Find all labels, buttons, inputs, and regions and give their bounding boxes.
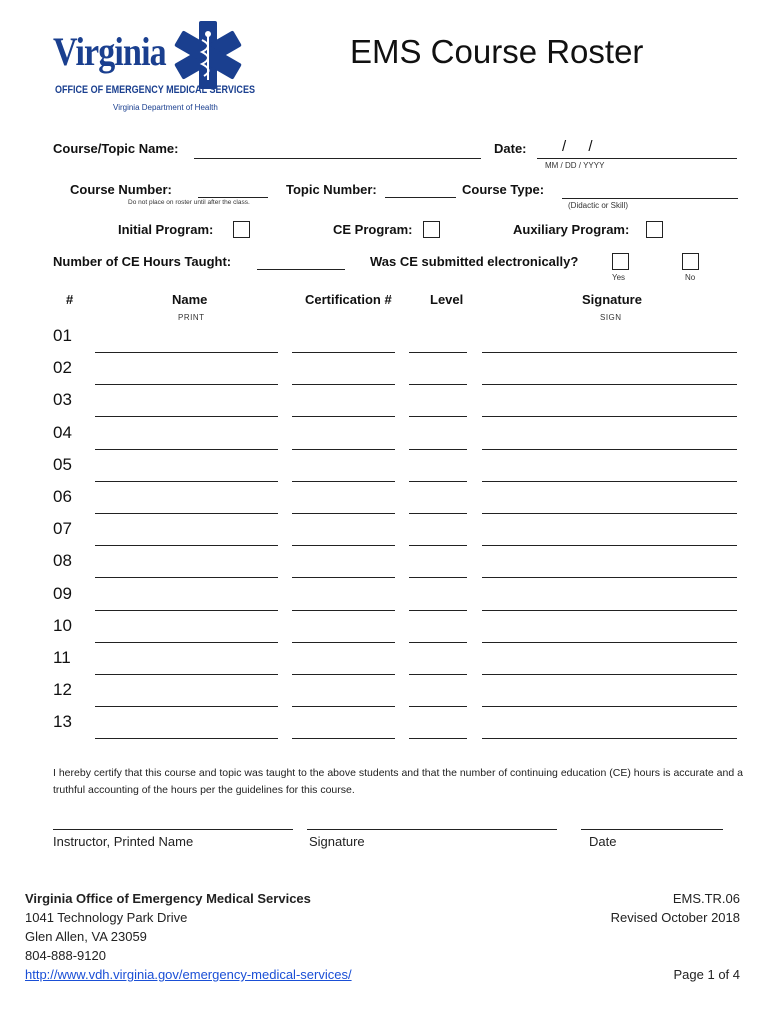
row-certification-field[interactable] <box>292 449 395 450</box>
row-level-field[interactable] <box>409 642 467 643</box>
row-name-field[interactable] <box>95 642 278 643</box>
row-name-field[interactable] <box>95 577 278 578</box>
row-name-field[interactable] <box>95 449 278 450</box>
row-certification-field[interactable] <box>292 674 395 675</box>
row-signature-field[interactable] <box>482 481 737 482</box>
row-name-field[interactable] <box>95 545 278 546</box>
footer-form-id: EMS.TR.06 <box>672 891 740 906</box>
course-type-label: Course Type: <box>462 182 545 197</box>
row-number: 05 <box>53 454 72 474</box>
star-of-life-icon <box>173 20 243 90</box>
row-certification-field[interactable] <box>292 642 395 643</box>
col-signature-sub: SIGN <box>600 313 622 322</box>
row-certification-field[interactable] <box>292 610 395 611</box>
course-type-note: (Didactic or Skill) <box>568 201 629 210</box>
row-level-field[interactable] <box>409 416 467 417</box>
row-name-field[interactable] <box>95 352 278 353</box>
row-level-field[interactable] <box>409 706 467 707</box>
footer-address2: Glen Allen, VA 23059 <box>25 929 147 944</box>
row-level-field[interactable] <box>409 610 467 611</box>
course-topic-name-label: Course/Topic Name: <box>53 141 179 156</box>
col-number-header: # <box>66 292 74 307</box>
row-level-field[interactable] <box>409 738 467 739</box>
logo-state-text: Virginia <box>53 29 166 74</box>
footer-org: Virginia Office of Emergency Medical Services <box>25 891 311 906</box>
row-certification-field[interactable] <box>292 545 395 546</box>
footer-revised: Revised October 2018 <box>610 910 740 925</box>
instructor-signature-field[interactable] <box>307 829 557 830</box>
initial-program-label: Initial Program: <box>118 222 214 237</box>
ce-submitted-no-label: No <box>685 273 696 282</box>
auxiliary-program-label: Auxiliary Program: <box>513 222 630 237</box>
instructor-date-field[interactable] <box>581 829 723 830</box>
ce-program-checkbox[interactable] <box>423 221 440 238</box>
row-number: 12 <box>53 680 72 700</box>
row-signature-field[interactable] <box>482 706 737 707</box>
row-level-field[interactable] <box>409 481 467 482</box>
row-signature-field[interactable] <box>482 738 737 739</box>
auxiliary-program-checkbox[interactable] <box>646 221 663 238</box>
row-number: 07 <box>53 519 72 539</box>
col-certification-header: Certification # <box>305 292 392 307</box>
date-field[interactable] <box>537 158 737 159</box>
course-number-label: Course Number: <box>70 182 172 197</box>
row-name-field[interactable] <box>95 706 278 707</box>
ce-hours-field[interactable] <box>257 269 345 270</box>
row-certification-field[interactable] <box>292 416 395 417</box>
initial-program-checkbox[interactable] <box>233 221 250 238</box>
row-number: 03 <box>53 390 72 410</box>
footer-address1: 1041 Technology Park Drive <box>25 910 188 925</box>
row-name-field[interactable] <box>95 384 278 385</box>
logo-office-text: OFFICE OF EMERGENCY MEDICAL SERVICES <box>55 84 255 96</box>
row-number: 06 <box>53 487 72 506</box>
row-level-field[interactable] <box>409 577 467 578</box>
row-signature-field[interactable] <box>482 674 737 675</box>
row-certification-field[interactable] <box>292 513 395 514</box>
instructor-signature-label: Signature <box>309 834 365 849</box>
row-level-field[interactable] <box>409 352 467 353</box>
instructor-date-label: Date <box>589 834 617 849</box>
row-name-field[interactable] <box>95 738 278 739</box>
course-topic-name-field[interactable] <box>194 158 481 159</box>
footer-website-link[interactable]: http://www.vdh.virginia.gov/emergency-medical-services/ <box>25 967 352 982</box>
topic-number-label: Topic Number: <box>286 182 377 197</box>
row-certification-field[interactable] <box>292 352 395 353</box>
row-number: 11 <box>53 648 71 667</box>
certification-statement: I hereby certify that this course and topic was taught to the above students and that the number of continuing education (CE) hours is accurate and a truthful accounting of the hours per the guidelines for this course. <box>53 767 743 796</box>
row-number: 02 <box>53 358 72 378</box>
logo-department-text: Virginia Department of Health <box>113 103 218 112</box>
ce-submitted-no-checkbox[interactable] <box>682 253 699 270</box>
row-name-field[interactable] <box>95 674 278 675</box>
ce-program-label: CE Program: <box>333 222 413 237</box>
date-label: Date: <box>494 141 527 156</box>
row-name-field[interactable] <box>95 513 278 514</box>
topic-number-field[interactable] <box>385 197 456 198</box>
row-signature-field[interactable] <box>482 545 737 546</box>
row-level-field[interactable] <box>409 384 467 385</box>
row-signature-field[interactable] <box>482 449 737 450</box>
row-certification-field[interactable] <box>292 481 395 482</box>
ce-submitted-label: Was CE submitted electronically? <box>370 254 579 269</box>
row-number: 08 <box>53 551 72 571</box>
row-certification-field[interactable] <box>292 706 395 707</box>
ce-submitted-yes-label: Yes <box>612 273 626 282</box>
row-signature-field[interactable] <box>482 642 737 643</box>
col-name-header: Name <box>172 292 208 307</box>
course-type-field[interactable] <box>562 198 738 199</box>
instructor-name-field[interactable] <box>53 829 293 830</box>
ce-submitted-yes-checkbox[interactable] <box>612 253 629 270</box>
row-signature-field[interactable] <box>482 577 737 578</box>
row-certification-field[interactable] <box>292 738 395 739</box>
course-number-field[interactable] <box>198 197 268 198</box>
row-signature-field[interactable] <box>482 416 737 417</box>
ce-hours-label: Number of CE Hours Taught: <box>53 254 232 269</box>
row-signature-field[interactable] <box>482 384 737 385</box>
row-level-field[interactable] <box>409 449 467 450</box>
course-number-note: Do not place on roster until after the class. <box>128 199 250 206</box>
page-title: EMS Course Roster <box>350 33 644 70</box>
row-level-field[interactable] <box>409 513 467 514</box>
row-level-field[interactable] <box>409 545 467 546</box>
col-name-sub: PRINT <box>178 313 205 322</box>
col-level-header: Level <box>430 292 464 307</box>
row-number: 09 <box>53 583 72 603</box>
row-name-field[interactable] <box>95 481 278 482</box>
row-number: 10 <box>53 615 72 635</box>
row-number: 01 <box>53 326 72 345</box>
instructor-name-label: Instructor, Printed Name <box>53 834 194 849</box>
row-signature-field[interactable] <box>482 352 737 353</box>
footer-page-number: Page 1 of 4 <box>673 967 740 982</box>
row-name-field[interactable] <box>95 416 278 417</box>
row-name-field[interactable] <box>95 610 278 611</box>
row-number: 13 <box>53 712 72 732</box>
row-certification-field[interactable] <box>292 384 395 385</box>
row-number: 04 <box>53 422 72 442</box>
date-slashes: / / <box>562 138 593 155</box>
date-format-hint: MM / DD / YYYY <box>545 161 605 170</box>
vdh-oems-logo <box>53 20 255 116</box>
row-certification-field[interactable] <box>292 577 395 578</box>
row-signature-field[interactable] <box>482 610 737 611</box>
col-signature-header: Signature <box>582 292 642 307</box>
row-level-field[interactable] <box>409 674 467 675</box>
row-signature-field[interactable] <box>482 513 737 514</box>
footer-phone: 804-888-9120 <box>25 948 106 963</box>
